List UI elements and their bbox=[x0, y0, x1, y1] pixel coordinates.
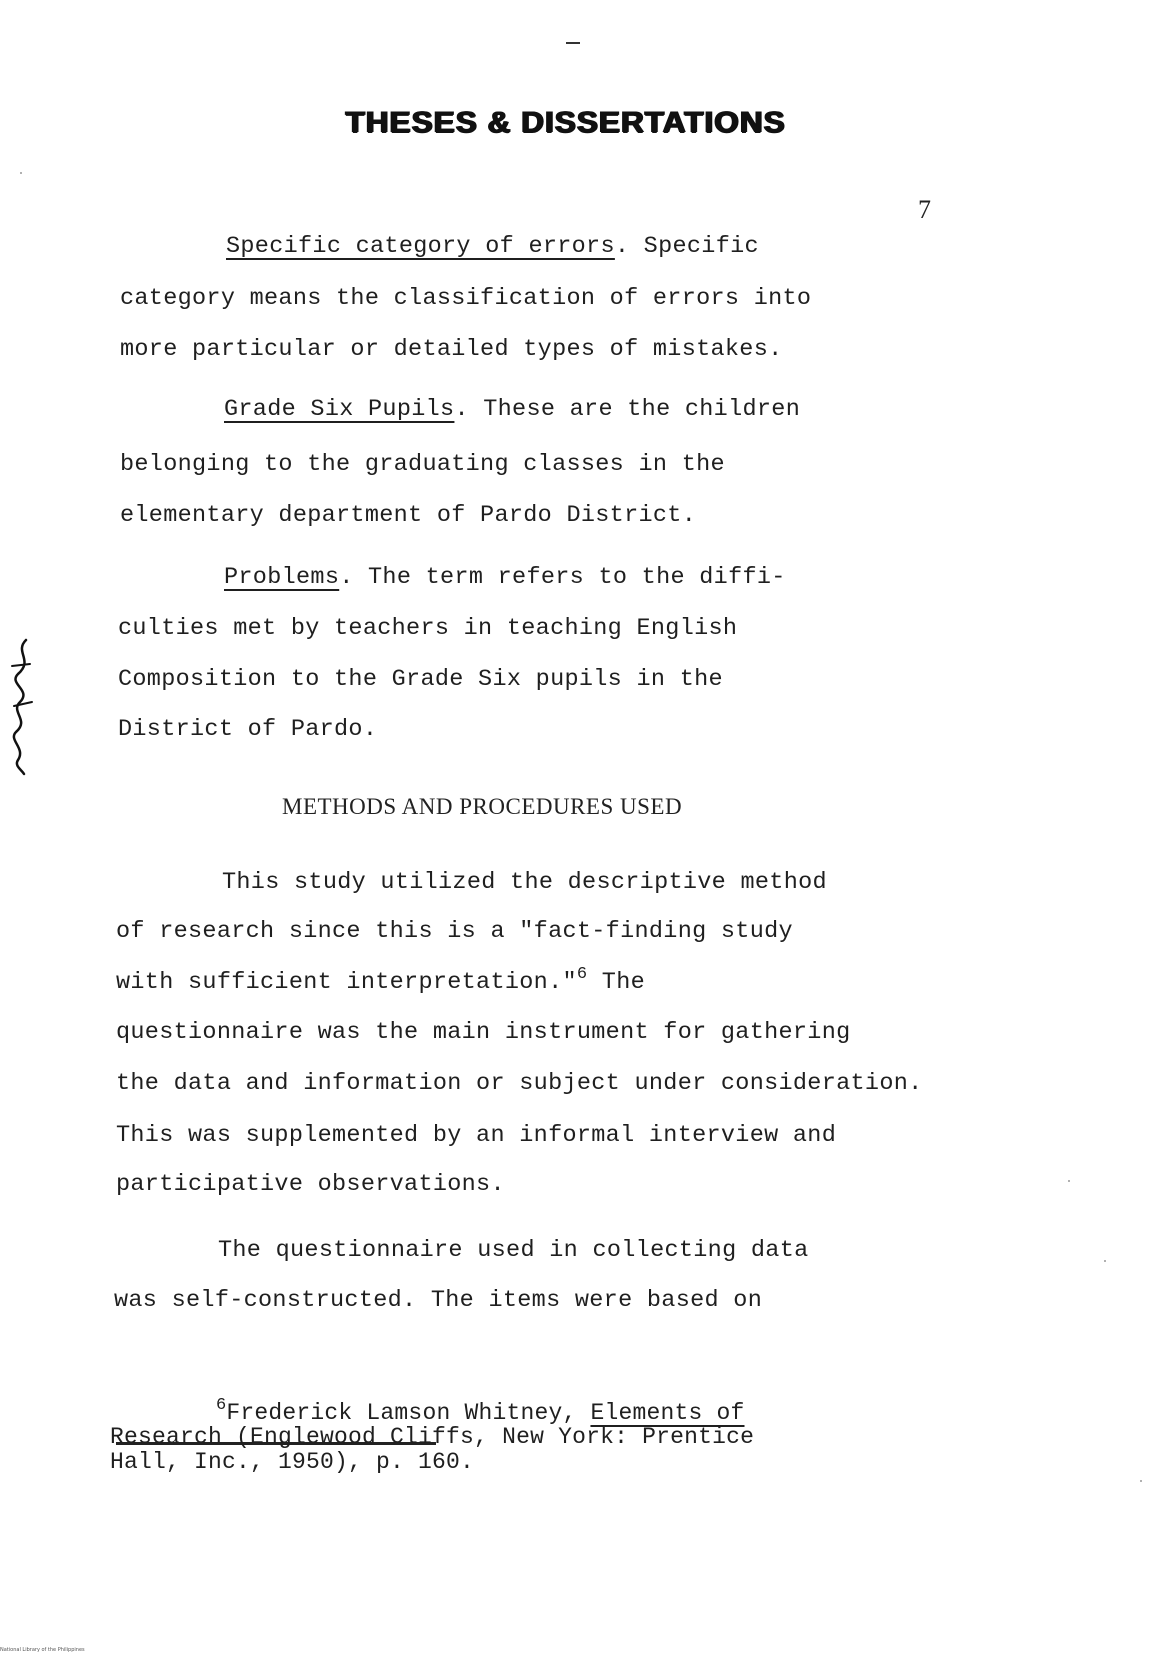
footnote-line-3: Hall, Inc., 1950), p. 160. bbox=[110, 1449, 475, 1475]
grade-six-line-2: belonging to the graduating classes in the bbox=[120, 451, 725, 478]
methods-line-7: participative observations. bbox=[116, 1171, 505, 1198]
scan-speck bbox=[1068, 1180, 1070, 1182]
footnote-marker: 6 bbox=[216, 1396, 227, 1415]
top-mark bbox=[566, 42, 580, 44]
scan-speck bbox=[20, 172, 22, 174]
scan-speck bbox=[1104, 1260, 1106, 1262]
specific-category-line-1-rest: . Specific bbox=[614, 233, 759, 260]
methods-line-2: of research since this is a "fact-finding study bbox=[116, 918, 793, 945]
methods-line-6: This was supplemented by an informal interview and bbox=[116, 1122, 837, 1149]
methods-line-3-after: The bbox=[587, 969, 645, 996]
problems-term: Problems bbox=[224, 564, 340, 591]
grade-six-line-3: elementary department of Pardo District. bbox=[120, 502, 697, 529]
footnote-reference: 6 bbox=[576, 965, 588, 984]
grade-six-term: Grade Six Pupils bbox=[224, 396, 455, 423]
specific-category-line-1 bbox=[226, 233, 759, 260]
questionnaire-line-2: was self-constructed. The items were based on bbox=[114, 1287, 763, 1314]
questionnaire-line-1: The questionnaire used in collecting data bbox=[218, 1237, 809, 1264]
specific-category-term: Specific category of errors bbox=[226, 233, 615, 260]
grade-six-line-1-rest: . These are the children bbox=[454, 396, 801, 423]
problems-line-4: District of Pardo. bbox=[118, 716, 378, 743]
methods-line-1: This study utilized the descriptive method bbox=[222, 869, 827, 896]
problems-line-1 bbox=[224, 564, 786, 591]
specific-category-line-2: category means the classification of errors into bbox=[120, 285, 812, 312]
problems-line-3: Composition to the Grade Six pupils in the bbox=[118, 666, 723, 693]
footnote-line-2: Research (Englewood Cliffs, New York: Prentice bbox=[110, 1424, 755, 1450]
methods-line-3-text: with sufficient interpretation." bbox=[116, 969, 577, 996]
problems-line-1-rest: . The term refers to the diffi- bbox=[339, 564, 786, 591]
page-number: 7 bbox=[918, 195, 931, 224]
handwritten-margin-note bbox=[4, 636, 40, 776]
specific-category-line-3: more particular or detailed types of mistakes. bbox=[120, 336, 783, 363]
methods-line-4: questionnaire was the main instrument for gathering bbox=[116, 1019, 851, 1046]
footnote-title: Elements of bbox=[590, 1400, 745, 1426]
methods-line-5: the data and information or subject under consideration. bbox=[116, 1070, 923, 1097]
theses-dissertations-stamp: THESES & DISSERTATIONS bbox=[345, 106, 786, 139]
grade-six-line-1 bbox=[224, 396, 800, 423]
methods-line-3 bbox=[116, 965, 645, 996]
footnote-author: Frederick Lamson Whitney, bbox=[226, 1400, 591, 1426]
footnote-line-1 bbox=[216, 1396, 745, 1426]
problems-line-2: culties met by teachers in teaching English bbox=[118, 615, 738, 642]
section-heading: METHODS AND PROCEDURES USED bbox=[282, 794, 683, 819]
scan-speck bbox=[1140, 1480, 1142, 1482]
footer-library-text: National Library of the Philippines bbox=[0, 1647, 85, 1653]
